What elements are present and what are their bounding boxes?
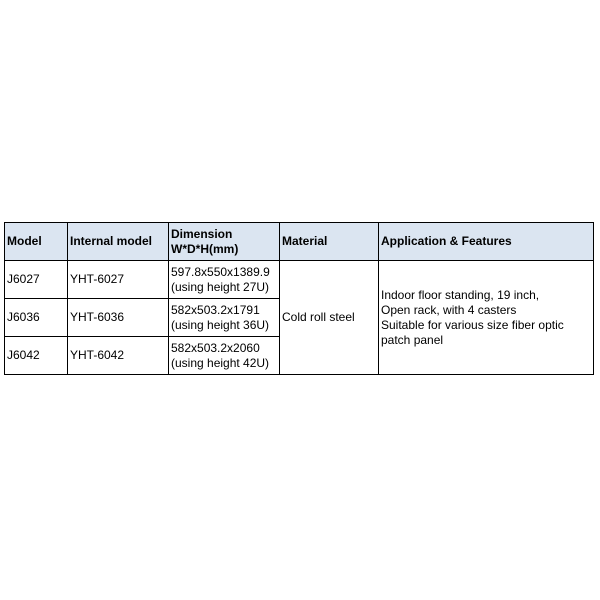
cell-application <box>379 261 594 375</box>
cell-dimension <box>169 299 280 337</box>
cell-internal-model: YHT-6042 <box>68 337 169 375</box>
header-dimension <box>169 223 280 261</box>
cell-dimension-height: (using height 27U) <box>171 279 270 294</box>
header-model: Model <box>5 223 68 261</box>
cell-dimension-height: (using height 42U) <box>171 355 270 370</box>
application-line: Indoor floor standing, 19 inch, <box>381 287 540 302</box>
header-dimension-line2: W*D*H(mm) <box>171 241 239 256</box>
cell-model: J6027 <box>5 261 68 299</box>
application-line: Open rack, with 4 casters <box>381 302 517 317</box>
cell-model: J6036 <box>5 299 68 337</box>
application-line: Suitable for various size fiber optic <box>381 317 564 332</box>
cell-dimension-size: 597.8x550x1389.9 <box>171 264 270 279</box>
table-row <box>5 261 594 299</box>
header-dimension-line1: Dimension <box>171 226 233 241</box>
header-application: Application & Features <box>379 223 594 261</box>
cell-dimension-size: 582x503.2x1791 <box>171 302 260 317</box>
cell-dimension <box>169 261 280 299</box>
cell-dimension <box>169 337 280 375</box>
spec-table <box>4 222 594 375</box>
header-internal-model: Internal model <box>68 223 169 261</box>
application-line: patch panel <box>381 332 444 347</box>
cell-dimension-height: (using height 36U) <box>171 317 270 332</box>
table-header-row <box>5 223 594 261</box>
header-material: Material <box>280 223 379 261</box>
cell-model: J6042 <box>5 337 68 375</box>
cell-dimension-size: 582x503.2x2060 <box>171 340 260 355</box>
cell-internal-model: YHT-6036 <box>68 299 169 337</box>
cell-material: Cold roll steel <box>280 261 379 375</box>
cell-internal-model: YHT-6027 <box>68 261 169 299</box>
